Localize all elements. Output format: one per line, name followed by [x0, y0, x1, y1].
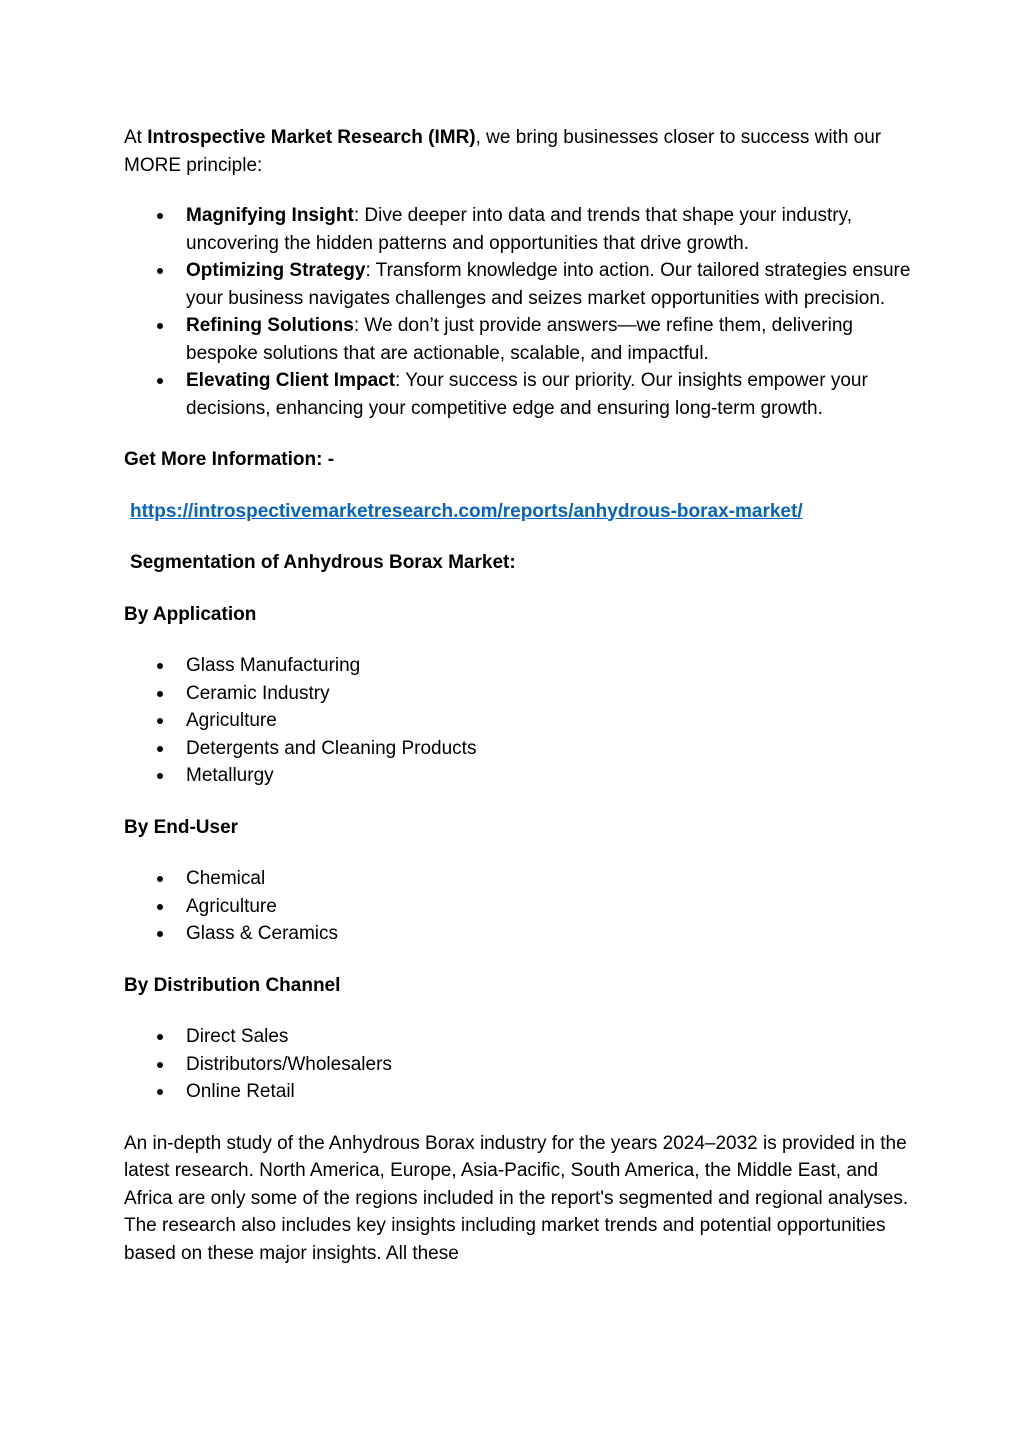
principle-term: Optimizing Strategy: [186, 260, 366, 281]
intro-brand: Introspective Market Research (IMR): [147, 127, 476, 148]
list-item: [124, 257, 914, 312]
list-item: Glass & Ceramics: [124, 920, 914, 948]
by-distribution-heading: By Distribution Channel: [124, 974, 341, 996]
end-user-list: [124, 865, 914, 948]
more-principle-list: [124, 202, 914, 422]
intro-prefix: At: [124, 127, 148, 148]
principle-text: : Dive deeper into data and trends that shape your industry, uncovering the hidden patterns and opportunities that drive growth.: [186, 205, 853, 254]
principle-term: Refining Solutions: [186, 315, 354, 336]
report-link[interactable]: https://introspectivemarketresearch.com/reports/anhydrous-borax-market/: [130, 500, 803, 522]
document-page: [124, 124, 914, 1267]
principle-text: : Transform knowledge into action. Our tailored strategies ensure your business navigates challenges and seizes market opportunities with precision.: [186, 260, 911, 309]
list-item: Chemical: [124, 865, 914, 893]
by-application-heading: By Application: [124, 603, 257, 625]
intro-suffix: , we bring businesses closer to success with our MORE principle:: [124, 127, 882, 176]
list-item: Online Retail: [124, 1078, 914, 1106]
distribution-list: [124, 1023, 914, 1106]
list-item: Detergents and Cleaning Products: [124, 735, 914, 763]
list-item: Distributors/Wholesalers: [124, 1051, 914, 1079]
principle-text: : We don’t just provide answers—we refine them, delivering bespoke solutions that are actionable, scalable, and impactful.: [186, 315, 853, 364]
list-item: Glass Manufacturing: [124, 652, 914, 680]
list-item: Ceramic Industry: [124, 680, 914, 708]
list-item: Metallurgy: [124, 762, 914, 790]
principle-term: Elevating Client Impact: [186, 370, 396, 391]
principle-text: : Your success is our priority. Our insights empower your decisions, enhancing your competitive edge and ensuring long-term growth.: [186, 370, 868, 419]
segmentation-heading: Segmentation of Anhydrous Borax Market:: [130, 552, 516, 573]
application-list: [124, 652, 914, 790]
principle-term: Magnifying Insight: [186, 205, 354, 226]
more-info-heading: Get More Information: -: [124, 449, 335, 470]
list-item: Direct Sales: [124, 1023, 914, 1051]
closing-paragraph: An in-depth study of the Anhydrous Borax industry for the years 2024–2032 is provided in the latest research. North America, Europe, Asia-Pacific, South America, the Middle East, and Africa are only some of the regions included in the report's segmented and regional analyses. The research also includes key insights including market trends and potential opportunities based on these major insights. All these: [124, 1132, 909, 1264]
intro-paragraph: [124, 124, 914, 179]
list-item: [124, 202, 914, 257]
list-item: Agriculture: [124, 707, 914, 735]
by-end-user-heading: By End-User: [124, 816, 239, 838]
list-item: [124, 312, 914, 367]
report-link-line: [124, 498, 914, 526]
list-item: Agriculture: [124, 893, 914, 921]
list-item: [124, 367, 914, 422]
